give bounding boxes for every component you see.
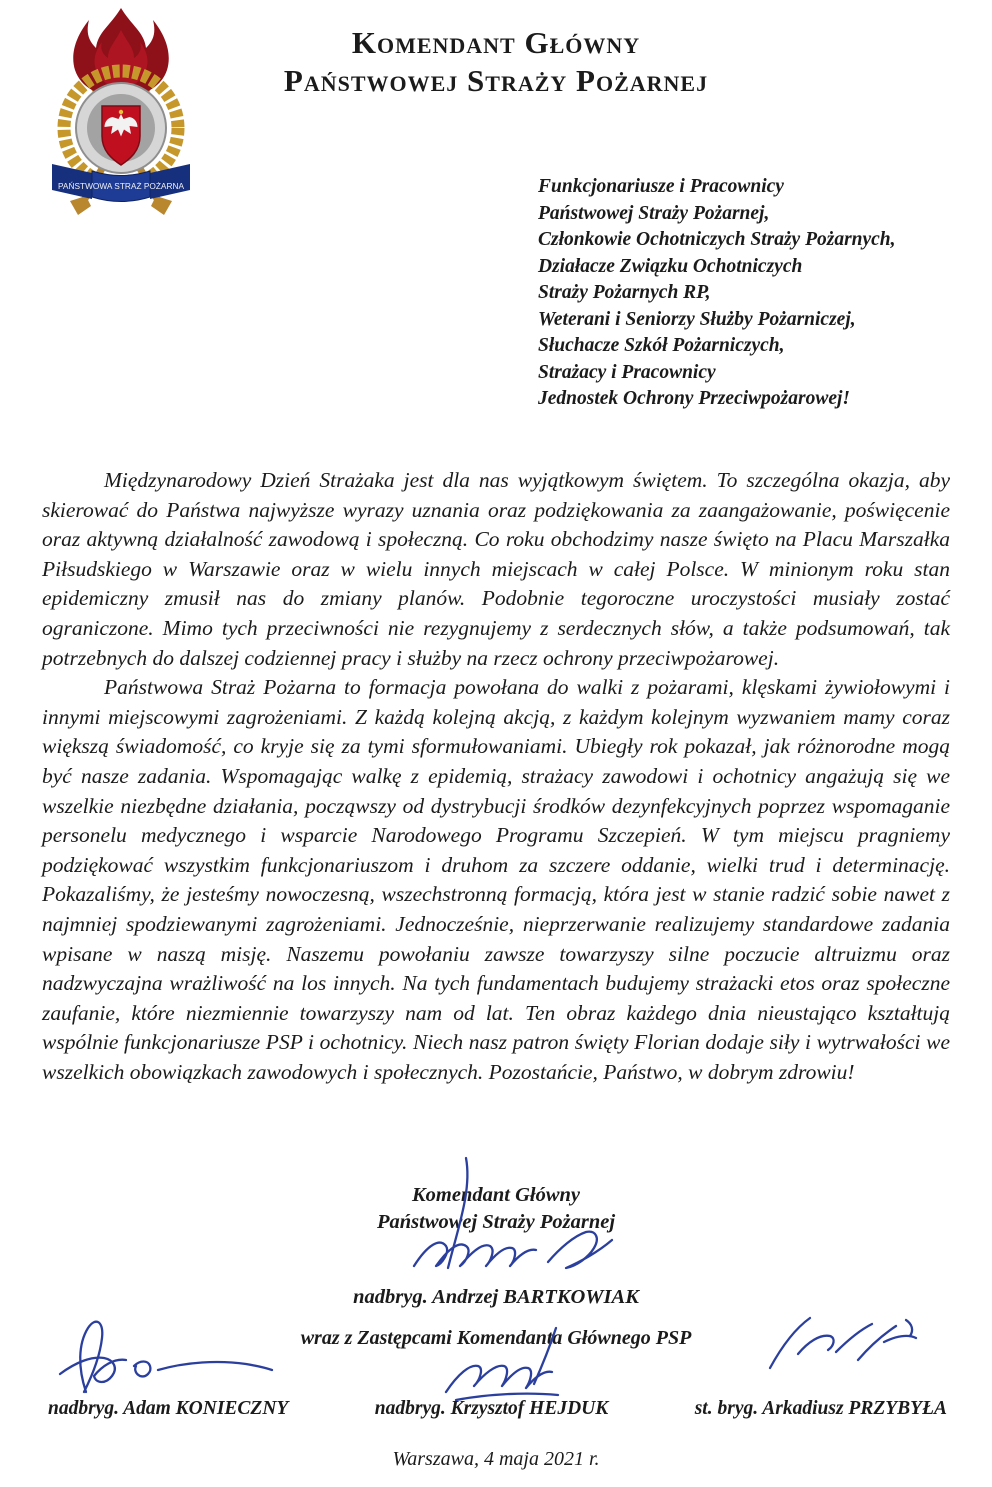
addressee-line: Działacze Związku Ochotniczych (538, 255, 803, 277)
letterhead-title-line2: Państwowej Straży Pożarnej (283, 63, 709, 98)
deputy-name-konieczny: nadbryg. Adam KONIECZNY (48, 1398, 289, 1419)
signature-space (0, 1236, 992, 1284)
addressee-line: Strażacy i Pracownicy (538, 361, 716, 383)
ribbon-banner-text: PAŃSTWOWA STRAŻ POŻARNA (58, 182, 185, 191)
deputies-row (0, 1398, 992, 1420)
deputy-name-hejduk: nadbryg. Krzysztof HEJDUK (374, 1398, 609, 1419)
addressee-line: Państwowej Straży Pożarnej, (538, 202, 770, 224)
signer-name: nadbryg. Andrzej BARTKOWIAK (353, 1286, 639, 1308)
addressee-line: Straży Pożarnych RP, (538, 282, 711, 303)
signoff-title-line2: Państwowej Straży Pożarnej (376, 1211, 616, 1233)
body-paragraph-2: Państwowa Straż Pożarna to formacja powołana do walki z pożarami, klęskami żywiołowymi i innymi miejscowymi zagrożeniami. Z każdą kolejną akcją, z każdym kolejnym wyzwaniem mamy coraz większą świadomość, co kryje się za tymi sformułowaniami. Ubiegły rok pokazał, jak różnorodne mogą być nasze zadania. Wspomagając walkę z epidemią, strażacy zawodowi i ochotnicy angażują się we wszelkie niezbędne działania, począwszy od dystrybucji środków dezynfekcyjnych poprzez wspomaganie personelu medycznego i wsparcie Narodowego Programu Szczepień. W tym miejscu pragniemy podziękować wszystkim funkcjonariuszom i druhom za szczere oddanie, wielki trud i determinację. Pokazaliśmy, że jesteśmy nowoczesną, wszechstronną formacją, która jest w stanie radzić sobie nawet z najmniej spodziewanymi zagrożeniami. Jednocześnie, nieprzerwanie realizujemy standardowe zadania wpisane w naszą misję. Naszemu powołaniu zawsze towarzyszy silne poczucie altruizmu oraz nadzwyczajna wrażliwość na los innych. Na tych fundamentach budujemy strażacki etos oraz społeczne zaufanie, które niezmiennie towarzyszy nam od lat. Ten obraz każdego dnia nieustająco kształtują wspólnie funkcjonariusze PSP i ochotnicy. Niech nasz patron święty Florian dodaje siły i wytrwałości we wszelkich obowiązkach zawodowych i społecznych. Pozostańcie, Państwo, w dobrym zdrowiu! (42, 675, 950, 1084)
letterhead-title-line1: Komendant Główny (351, 25, 641, 60)
signoff-block (0, 1182, 992, 1311)
addressee-line: Funkcjonariusze i Pracownicy (538, 176, 784, 197)
addressee-line: Weterani i Seniorzy Służby Pożarniczej, (538, 308, 856, 330)
addressee-line: Jednostek Ochrony Przeciwpożarowej! (538, 388, 850, 409)
letterhead-title (0, 24, 992, 100)
addressee-block (538, 174, 896, 413)
addressee-line: Słuchacze Szkół Pożarniczych, (538, 335, 785, 356)
deputies-intro: wraz z Zastępcami Komendanta Głównego PSP (300, 1327, 692, 1349)
addressee-line: Członkowie Ochotniczych Straży Pożarnych, (538, 229, 896, 250)
signoff-title-line1: Komendant Główny (411, 1184, 580, 1206)
place-and-date: Warszawa, 4 maja 2021 r. (392, 1448, 600, 1470)
body-paragraph-1: Międzynarodowy Dzień Strażaka jest dla nas wyjątkowym świętem. To szczególna okazja, aby skierować do Państwa najwyższe wyrazy uznania oraz podziękowania za zaangażowanie, poświęcenie oraz aktywną działalność zawodową i społeczną. Co roku obchodzimy nasze święto na Placu Marszałka Piłsudskiego w Warszawie oraz w wielu innych miejscach w całej Polsce. W minionym roku stan epidemiczny zmusił nas do zmiany planów. Podobnie tegoroczne uroczystości musiały zostać ograniczone. Mimo tych przeciwności nie rezygnujemy z serdecznych słów, a także podsumowań, tak potrzebnych do dalszej codziennej pracy i służby na rzecz ochrony przeciwpożarowej. (42, 468, 950, 670)
letter-body (42, 466, 950, 1087)
deputy-name-przybyla: st. bryg. Arkadiusz PRZYBYŁA (694, 1398, 947, 1419)
